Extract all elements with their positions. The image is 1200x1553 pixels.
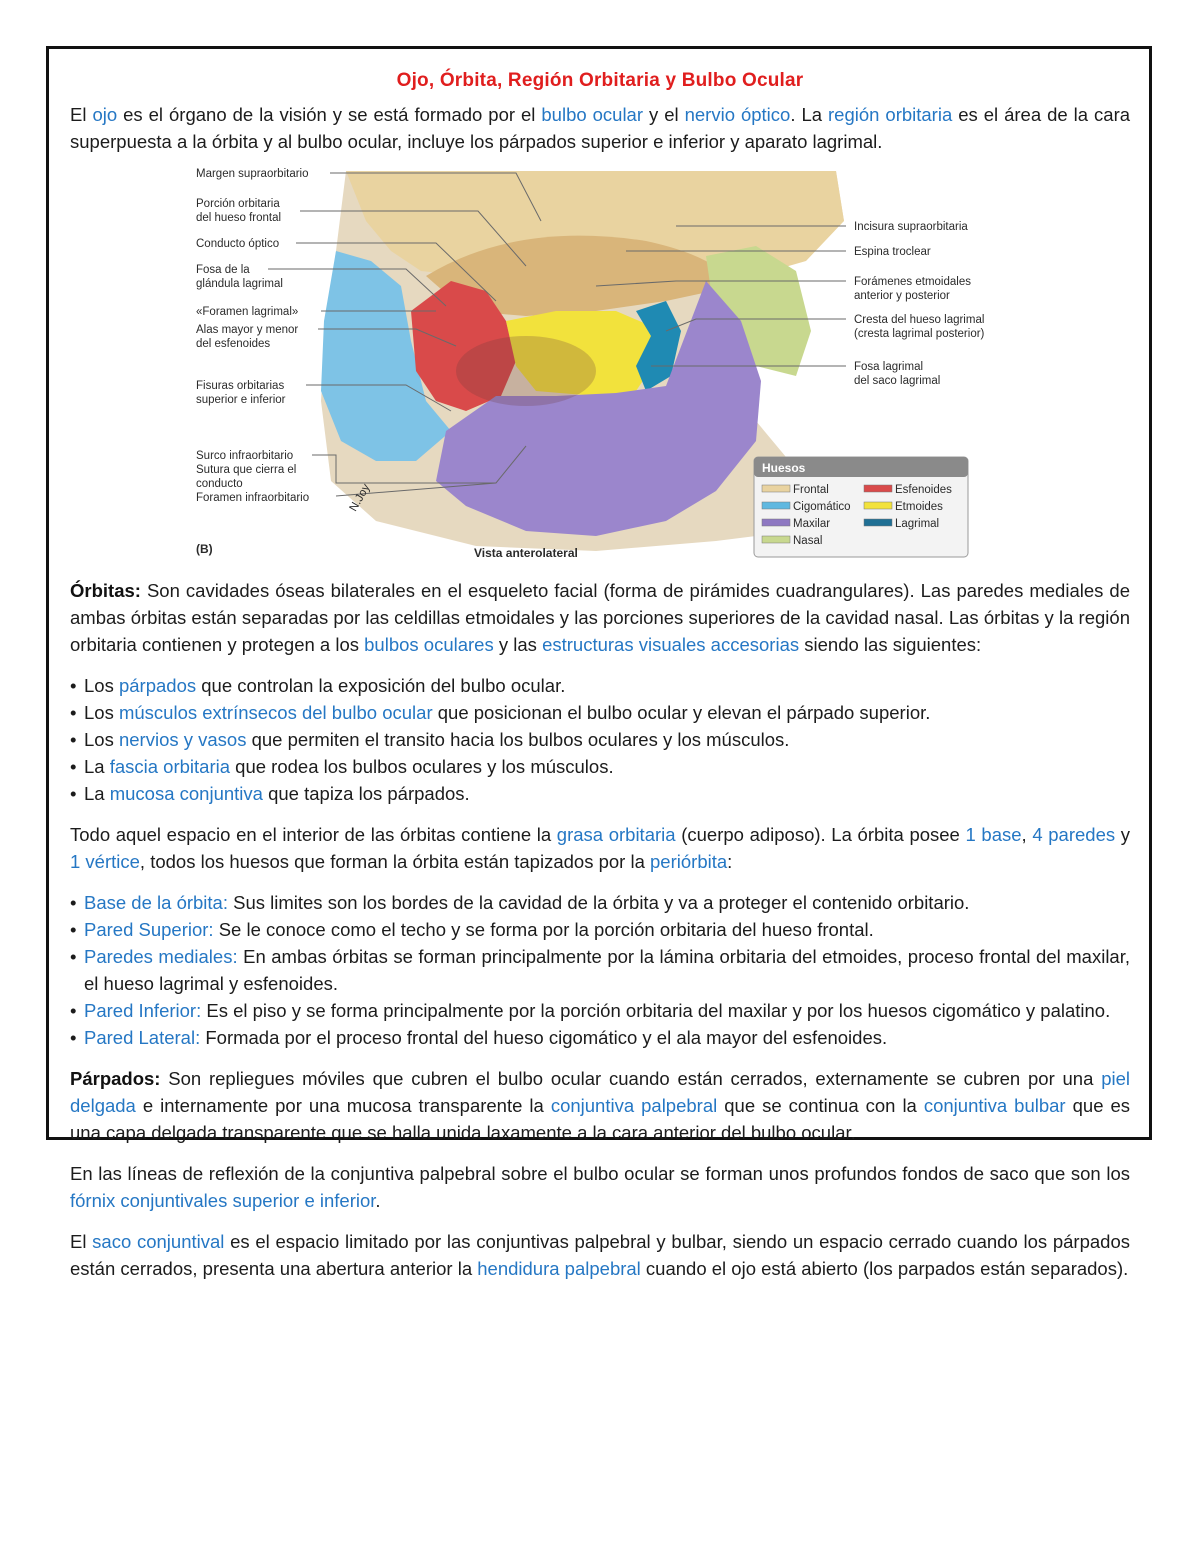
label-foramen-lagrimal: «Foramen lagrimal» — [196, 306, 299, 318]
orbit-anatomy-figure — [196, 161, 996, 571]
label-surco-4: Foramen infraorbitario — [196, 492, 310, 504]
legend-swatch-maxilar — [762, 519, 790, 526]
link-region-orbitaria[interactable]: región orbitaria — [828, 104, 953, 125]
espacio-paragraph: Todo aquel espacio en el interior de las órbitas contiene la grasa orbitaria (cuerpo adiposo). La órbita posee 1 base, 4 paredes y 1 vértice, todos los huesos que forman la órbita están tapizados por la periórbita: — [70, 824, 1131, 872]
link-hendidura-palpebral[interactable]: hendidura palpebral — [477, 1258, 641, 1279]
list-item: • Pared Inferior: Es el piso y se forma principalmente por la porción orbitaria del maxilar y por los huesos cigomático y palatino. — [70, 1000, 1111, 1021]
figure-panel-label: (B) — [196, 542, 213, 556]
illustrator-signature: N.Joy — [347, 482, 373, 514]
legend-label-maxilar: Maxilar — [793, 518, 831, 530]
list-item: • Los nervios y vasos que permiten el transito hacia los bulbos oculares y los músculos. — [70, 729, 790, 750]
label-incisura: Incisura supraorbitaria — [854, 221, 968, 233]
parpados-paragraph: Párpados: Son repliegues móviles que cubren el bulbo ocular cuando están cerrados, externamente se cubren por una piel delgada e internamente por una mucosa transparente la conjuntiva palpebral que se continua con la conjuntiva bulbar que es una capa delgada transparente que se halla unida laxamente a la cara anterior del bulbo ocular. — [70, 1068, 1131, 1143]
legend-title: Huesos — [762, 461, 806, 475]
saco-paragraph: El saco conjuntival es el espacio limitado por las conjuntivas palpebral y bulbar, siendo un espacio cerrado cuando los párpados están cerrados, presenta una abertura anterior la hendidura palpebral cuando el ojo está abierto (los parpados están separados). — [70, 1231, 1130, 1279]
intro-paragraph: El ojo es el órgano de la visión y se está formado por el bulbo ocular y el nervio óptico. La región orbitaria es el área de la cara superpuesta a la órbita y al bulbo ocular, incluye los párpados superior e inferior y aparato lagrimal. — [70, 104, 1131, 152]
link-nervios-vasos[interactable]: nervios y vasos — [118, 729, 247, 750]
link-4-paredes[interactable]: 4 paredes — [1032, 824, 1116, 845]
orbitas-heading: Órbitas: — [70, 580, 141, 601]
lineas-paragraph: En las líneas de reflexión de la conjuntiva palpebral sobre el bulbo ocular se forman unos profundos fondos de saco que son los fórnix conjuntivales superior e inferior. — [70, 1163, 1130, 1211]
link-parpados[interactable]: párpados — [118, 675, 197, 696]
link-fascia-orbitaria[interactable]: fascia orbitaria — [109, 756, 231, 777]
legend-label-cigomático: Cigomático — [793, 501, 851, 513]
link-saco-conjuntival[interactable]: saco conjuntival — [92, 1231, 225, 1252]
orbit-shadow — [456, 336, 596, 406]
link-grasa-orbitaria[interactable]: grasa orbitaria — [556, 824, 676, 845]
link-pared-superior[interactable]: Pared Superior: — [84, 919, 214, 940]
link-periorbita[interactable]: periórbita — [650, 851, 728, 872]
legend-label-etmoides: Etmoides — [895, 501, 943, 513]
label-fosa-lagrimal-2: del saco lagrimal — [854, 375, 941, 387]
label-porcion-orbitaria-1: Porción orbitaria — [196, 198, 280, 210]
link-mucosa-conjuntiva[interactable]: mucosa conjuntiva — [109, 783, 263, 804]
link-fornix[interactable]: fórnix conjuntivales superior e inferior — [70, 1190, 376, 1211]
orbit-walls-list — [70, 889, 1130, 1051]
label-porcion-orbitaria-2: del hueso frontal — [196, 212, 282, 224]
legend-swatch-esfenoides — [864, 485, 892, 492]
link-paredes-mediales[interactable]: Paredes mediales: — [84, 946, 238, 967]
link-piel-delgada[interactable]: piel delgada — [70, 1068, 1130, 1116]
label-surco-1: Surco infraorbitario — [196, 450, 294, 462]
link-1-vertice[interactable]: 1 vértice — [70, 851, 140, 872]
link-pared-lateral[interactable]: Pared Lateral: — [84, 1027, 201, 1048]
label-fosa-glandula-2: glándula lagrimal — [196, 278, 283, 290]
label-fosa-lagrimal-1: Fosa lagrimal — [854, 361, 924, 373]
label-espina: Espina troclear — [854, 246, 931, 258]
legend-swatch-frontal — [762, 485, 790, 492]
legend-swatch-nasal — [762, 536, 790, 543]
link-conjuntiva-bulbar[interactable]: conjuntiva bulbar — [923, 1095, 1066, 1116]
link-pared-inferior[interactable]: Pared Inferior: — [84, 1000, 202, 1021]
label-alas-2: del esfenoides — [196, 338, 271, 350]
link-bulbo-ocular[interactable]: bulbo ocular — [541, 104, 644, 125]
link-estructuras-visuales[interactable]: estructuras visuales accesorias — [542, 634, 800, 655]
legend-label-frontal: Frontal — [793, 484, 829, 496]
list-item: • La mucosa conjuntiva que tapiza los párpados. — [70, 783, 470, 804]
list-item: • Base de la órbita: Sus limites son los bordes de la cavidad de la órbita y va a proteger el contenido orbitario. — [70, 892, 970, 913]
page-title: Ojo, Órbita, Región Orbitaria y Bulbo Ocular — [396, 70, 804, 91]
list-item: • Pared Superior: Se le conoce como el techo y se forma por la porción orbitaria del hueso frontal. — [70, 919, 874, 940]
legend-label-nasal: Nasal — [793, 535, 823, 547]
figure-caption: Vista anterolateral — [474, 546, 578, 560]
label-surco-3: conducto — [196, 478, 243, 490]
list-item: • Los párpados que controlan la exposición del bulbo ocular. — [70, 675, 566, 696]
legend-label-lagrimal: Lagrimal — [895, 518, 940, 530]
label-foramenes-2: anterior y posterior — [854, 290, 950, 302]
label-cresta-1: Cresta del hueso lagrimal — [854, 314, 985, 326]
legend-label-esfenoides: Esfenoides — [895, 484, 952, 496]
label-conducto-optico: Conducto óptico — [196, 238, 280, 250]
bones-legend — [754, 457, 968, 557]
document-content — [70, 70, 1130, 1282]
link-nervio-optico[interactable]: nervio óptico — [684, 104, 791, 125]
label-alas-1: Alas mayor y menor — [196, 324, 299, 336]
orbitas-paragraph: Órbitas: Son cavidades óseas bilaterales en el esqueleto facial (forma de pirámides cuadrangulares). Las paredes mediales de ambas órbitas están separadas por las celdillas etmoidales y las porciones superiores de la cavidad nasal. Las órbitas y la región orbitaria contienen y protegen a los bulbos oculares y las estructuras visuales accesorias siendo las siguientes: — [70, 580, 1130, 655]
parpados-heading: Párpados: — [70, 1068, 161, 1089]
legend-swatch-lagrimal — [864, 519, 892, 526]
list-item: • Paredes mediales: En ambas órbitas se forman principalmente por la lámina orbitaria del etmoides, proceso frontal del maxilar, el hueso lagrimal y esfenoides. — [70, 946, 1130, 994]
label-cresta-2: (cresta lagrimal posterior) — [854, 328, 985, 340]
label-fisuras-1: Fisuras orbitarias — [196, 380, 285, 392]
link-1-base[interactable]: 1 base — [965, 824, 1022, 845]
label-foramenes-1: Forámenes etmoidales — [854, 276, 971, 288]
link-base-orbita[interactable]: Base de la órbita: — [84, 892, 228, 913]
list-item: • Pared Lateral: Formada por el proceso frontal del hueso cigomático y el ala mayor del esfenoides. — [70, 1027, 888, 1048]
label-fisuras-2: superior e inferior — [196, 394, 286, 406]
link-ojo[interactable]: ojo — [92, 104, 118, 125]
orbit-illustration — [196, 161, 996, 571]
link-bulbos-oculares[interactable]: bulbos oculares — [364, 634, 494, 655]
legend-swatch-etmoides — [864, 502, 892, 509]
accessory-structures-list — [70, 672, 1130, 807]
list-item: • Los músculos extrínsecos del bulbo ocular que posicionan el bulbo ocular y elevan el párpado superior. — [70, 702, 931, 723]
label-surco-2: Sutura que cierra el — [196, 464, 297, 476]
legend-swatch-cigomático — [762, 502, 790, 509]
list-item: • La fascia orbitaria que rodea los bulbos oculares y los músculos. — [70, 756, 614, 777]
link-conjuntiva-palpebral[interactable]: conjuntiva palpebral — [550, 1095, 718, 1116]
label-fosa-glandula-1: Fosa de la — [196, 264, 250, 276]
link-musculos-extrinsecos[interactable]: músculos extrínsecos del bulbo ocular — [118, 702, 433, 723]
label-margen-supraorbitario: Margen supraorbitario — [196, 168, 309, 180]
